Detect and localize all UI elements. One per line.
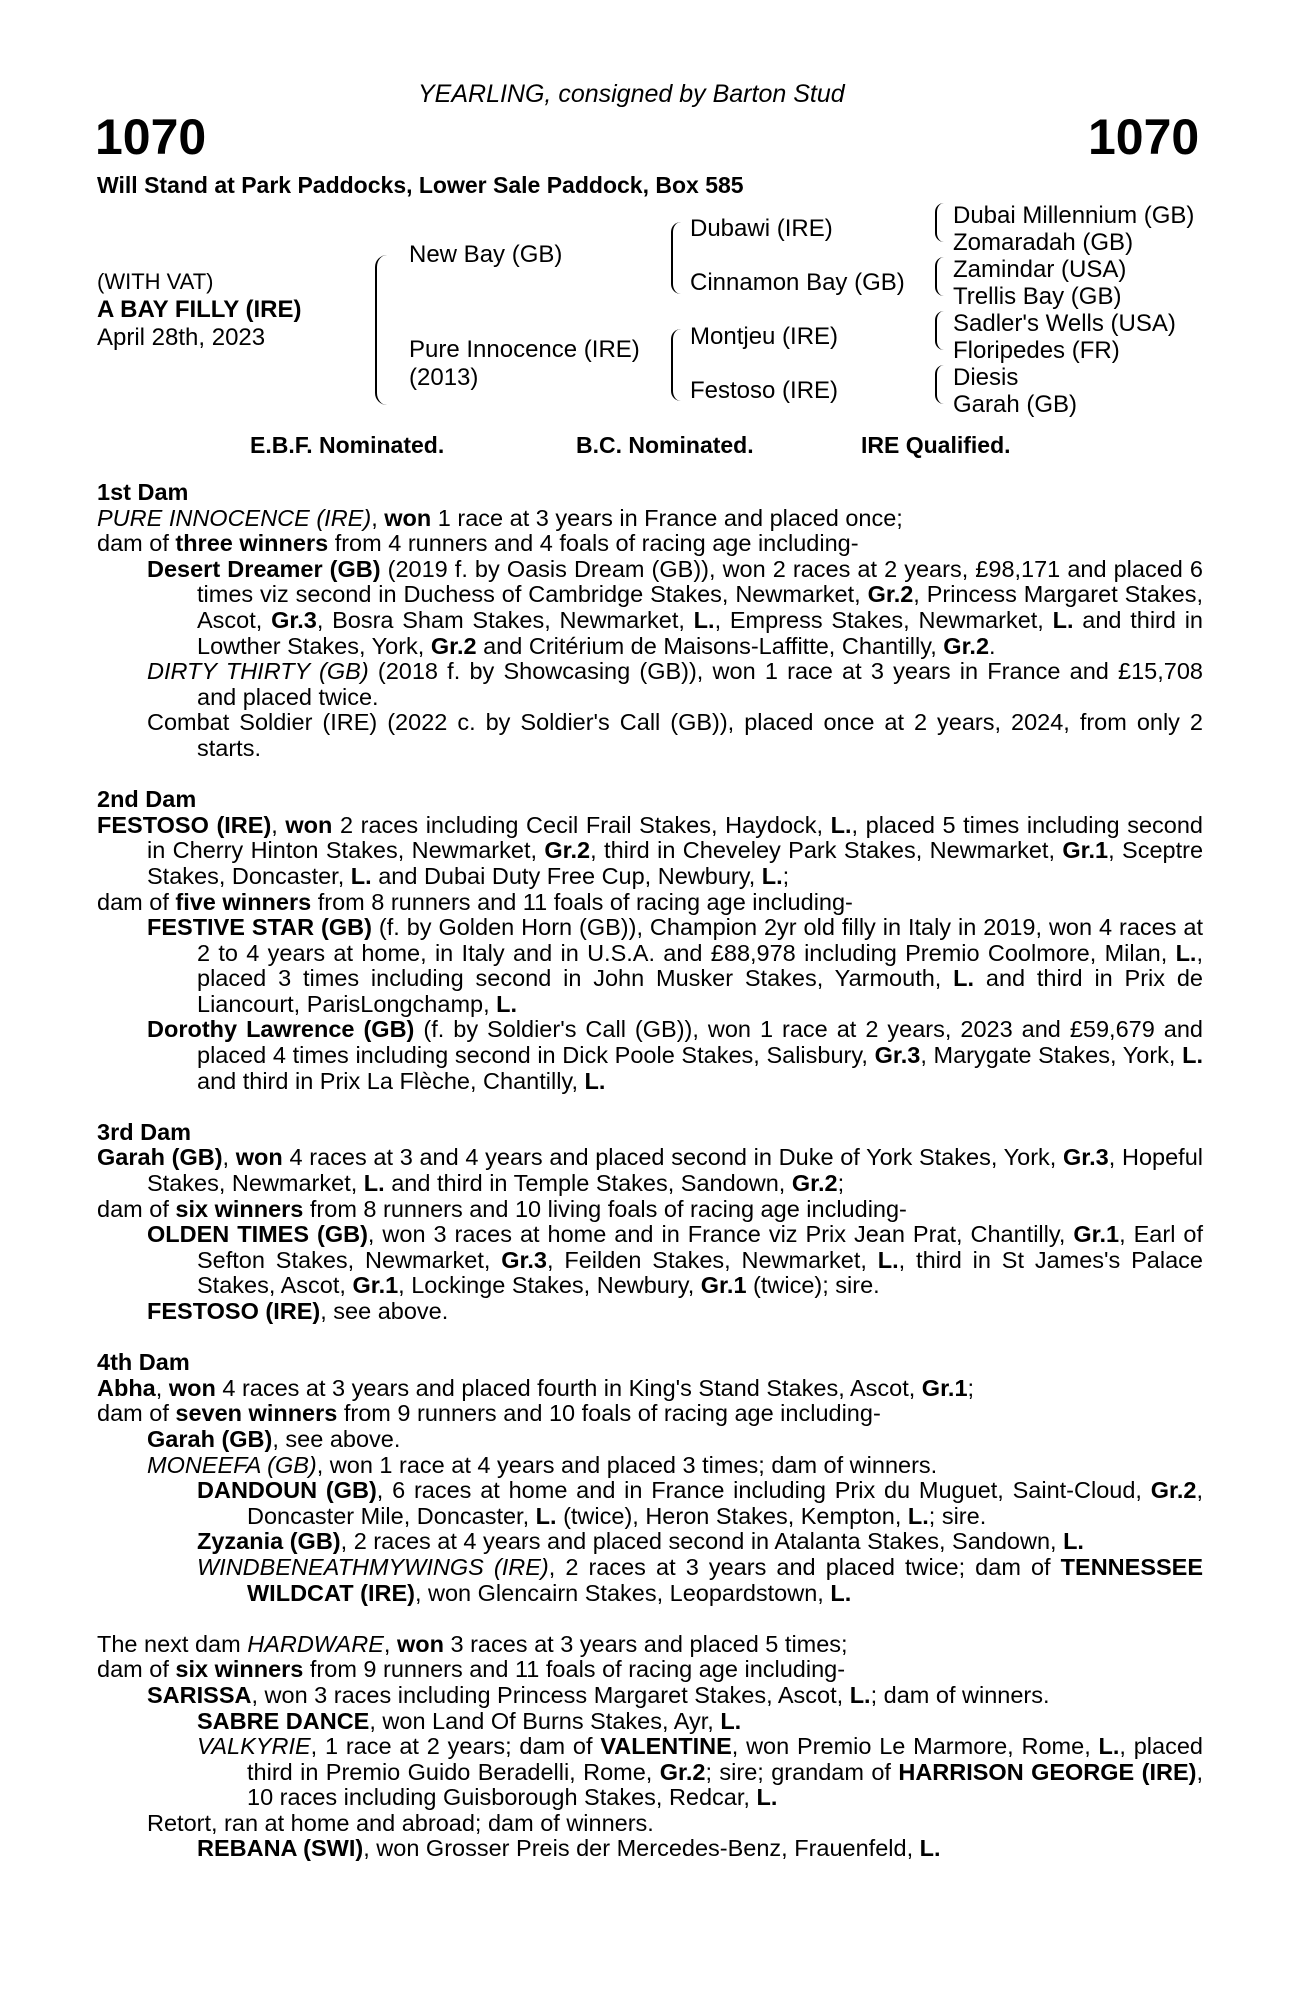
ire-qualified: IRE Qualified. — [861, 432, 1011, 458]
produce-entry: Desert Dreamer (GB) (2019 f. by Oasis Dream (GB)), won 2 races at 2 years, £98,171 and placed 6 times viz second in Duchess of Cambridge Stakes, Newmarket, Gr.2, Princess Margaret Stakes, Ascot, Gr.3, Bosra Sham Stakes, Newmarket, L., Empress Stakes, Newmarket, L. and third in Lowther Stakes, York, Gr.2 and Critérium de Maisons-Laffitte, Chantilly, Gr.2. — [147, 555, 1203, 659]
lot-number-right: 1070 — [1088, 109, 1200, 165]
dam-entry: Garah (GB), won 4 races at 3 and 4 years and placed second in Duke of York Stakes, York, Gr.3, Hopeful Stakes, Newmarket, L. and third in Temple Stakes, Sandown, Gr.2; — [97, 1144, 1203, 1197]
produce-entry: DANDOUN (GB), 6 races at home and in France including Prix du Muguet, Saint-Cloud, Gr.2, Doncaster Mile, Doncaster, L. (twice), Heron Stakes, Kempton, L.; sire. — [197, 1477, 1203, 1529]
sire-sire: Dubawi (IRE) — [690, 215, 833, 242]
ancestor-sds: Zamindar (USA) — [953, 256, 1127, 283]
dam-entry: FESTOSO (IRE), won 2 races including Cecil Frail Stakes, Haydock, L., placed 5 times including second in Cherry Hinton Stakes, Newmarket, Gr.2, third in Cheveley Park Stakes, Newmarket, Gr.1, Sceptre Stakes, Doncaster, L. and Dubai Duty Free Cup, Newbury, L.; — [97, 811, 1204, 889]
dam-entry: Abha, won 4 races at 3 years and placed fourth in King's Stand Stakes, Ascot, Gr.1; — [97, 1374, 975, 1401]
pedigree-brace-3b — [935, 257, 944, 296]
produce-entry: Dorothy Lawrence (GB) (f. by Soldier's Call (GB)), won 1 race at 2 years, 2023 and £59,679 and placed 4 times including second in Dick Poole Stakes, Salisbury, Gr.3, Marygate Stakes, York, L. and third in Prix La Flèche, Chantilly, L. — [147, 1016, 1203, 1094]
dam-entry: PURE INNOCENCE (IRE), won 1 race at 3 years in France and placed once; — [97, 504, 903, 531]
produce-entry: SABRE DANCE, won Land Of Burns Stakes, Ayr, L. — [197, 1707, 742, 1734]
ancestor-sss: Dubai Millennium (GB) — [953, 202, 1195, 229]
produce-entry: FESTOSO (IRE), see above. — [147, 1298, 449, 1324]
ancestor-dss: Sadler's Wells (USA) — [953, 310, 1176, 337]
produce-entry: OLDEN TIMES (GB), won 3 races at home and in France viz Prix Jean Prat, Chantilly, Gr.1, Earl of Sefton Stakes, Newmarket, Gr.3, Feilden Stakes, Newmarket, L., third in St James's Palace Stakes, Ascot, Gr.1, Lockinge Stakes, Newbury, Gr.1 (twice); sire. — [147, 1221, 1203, 1299]
dam-produce-summary: dam of six winners from 8 runners and 10 living foals of racing age including- — [97, 1195, 907, 1222]
dam-year: (2013) — [409, 364, 479, 391]
pedigree-brace-3d — [935, 365, 944, 404]
consignment-line: YEARLING, consigned by Barton Stud — [418, 80, 845, 108]
ebf-nominated: E.B.F. Nominated. — [250, 432, 445, 458]
produce-entry: Retort, ran at home and abroad; dam of winners. — [147, 1809, 654, 1836]
produce-entry: SARISSA, won 3 races including Princess Margaret Stakes, Ascot, L.; dam of winners. — [147, 1681, 1050, 1708]
lot-number-left: 1070 — [95, 109, 207, 165]
ancestor-dds: Diesis — [953, 364, 1019, 391]
sire-dam: Cinnamon Bay (GB) — [690, 269, 905, 296]
pedigree-brace-1 — [375, 255, 387, 405]
horse-name: A BAY FILLY (IRE) — [97, 296, 302, 323]
pedigree-brace-3a — [935, 203, 944, 242]
produce-entry: Combat Soldier (IRE) (2022 c. by Soldier's Call (GB)), placed once at 2 years, 2024, from only 2 starts. — [147, 709, 1203, 761]
ancestor-ssd: Zomaradah (GB) — [953, 229, 1134, 256]
section-heading-1st-dam: 1st Dam — [97, 479, 189, 505]
vat-note: (WITH VAT) — [97, 269, 214, 294]
dam-sire: Montjeu (IRE) — [690, 323, 839, 350]
pedigree-brace-3c — [935, 311, 944, 350]
section-heading-4th-dam: 4th Dam — [97, 1349, 190, 1376]
produce-entry: DIRTY THIRTY (GB) (2018 f. by Showcasing (GB)), won 1 race at 3 years in France and £15,708 and placed twice. — [147, 658, 1203, 710]
produce-entry: VALKYRIE, 1 race at 2 years; dam of VALENTINE, won Premio Le Marmore, Rome, L., placed third in Premio Guido Beradelli, Rome, Gr.2; sire; grandam of HARRISON GEORGE (IRE), 10 races including Guisborough Stakes, Redcar, L. — [197, 1733, 1203, 1811]
dam-produce-summary: dam of six winners from 9 runners and 11 foals of racing age including- — [97, 1656, 846, 1683]
catalogue-body — [97, 480, 1203, 1862]
pedigree-brace-2a — [671, 222, 681, 294]
produce-entry: MONEEFA (GB), won 1 race at 4 years and placed 3 times; dam of winners. — [147, 1451, 938, 1478]
ancestor-dsd: Floripedes (FR) — [953, 337, 1120, 364]
ancestor-ddd: Garah (GB) — [953, 391, 1078, 418]
produce-entry: FESTIVE STAR (GB) (f. by Golden Horn (GB)), Champion 2yr old filly in Italy in 2019, won 4 races at 2 to 4 years at home, in Italy and in U.S.A. and £88,978 including Premio Coolmore, Milan, L., placed 3 times including second in John Musker Stakes, Yarmouth, L. and third in Prix de Liancourt, ParisLongchamp, L. — [147, 914, 1203, 1017]
bc-nominated: B.C. Nominated. — [576, 432, 754, 458]
produce-entry: REBANA (SWI), won Grosser Preis der Mercedes-Benz, Frauenfeld, L. — [197, 1835, 941, 1862]
sire-name: New Bay (GB) — [409, 241, 563, 268]
next-dam-entry: The next dam HARDWARE, won 3 races at 3 years and placed 5 times; — [97, 1630, 848, 1657]
ancestor-sdd: Trellis Bay (GB) — [953, 283, 1122, 310]
sale-location: Will Stand at Park Paddocks, Lower Sale Paddock, Box 585 — [97, 172, 744, 198]
dam-produce-summary: dam of seven winners from 9 runners and 10 foals of racing age including- — [97, 1400, 881, 1427]
produce-entry: Zyzania (GB), 2 races at 4 years and placed second in Atalanta Stakes, Sandown, L. — [197, 1528, 1084, 1555]
dam-dam: Festoso (IRE) — [690, 377, 839, 404]
dam-name: Pure Innocence (IRE) — [409, 336, 640, 363]
section-heading-3rd-dam: 3rd Dam — [97, 1118, 192, 1145]
pedigree-brace-2b — [671, 329, 681, 401]
produce-entry: WINDBENEATHMYWINGS (IRE), 2 races at 3 years and placed twice; dam of TENNESSEE WILDCAT (IRE), won Glencairn Stakes, Leopardstown, L. — [197, 1553, 1204, 1606]
horse-dob: April 28th, 2023 — [97, 324, 266, 351]
produce-entry: Garah (GB), see above. — [147, 1425, 401, 1452]
dam-produce-summary: dam of three winners from 4 runners and 4 foals of racing age including- — [97, 530, 859, 557]
dam-produce-summary: dam of five winners from 8 runners and 11 foals of racing age including- — [97, 888, 853, 915]
section-heading-2nd-dam: 2nd Dam — [97, 786, 197, 813]
